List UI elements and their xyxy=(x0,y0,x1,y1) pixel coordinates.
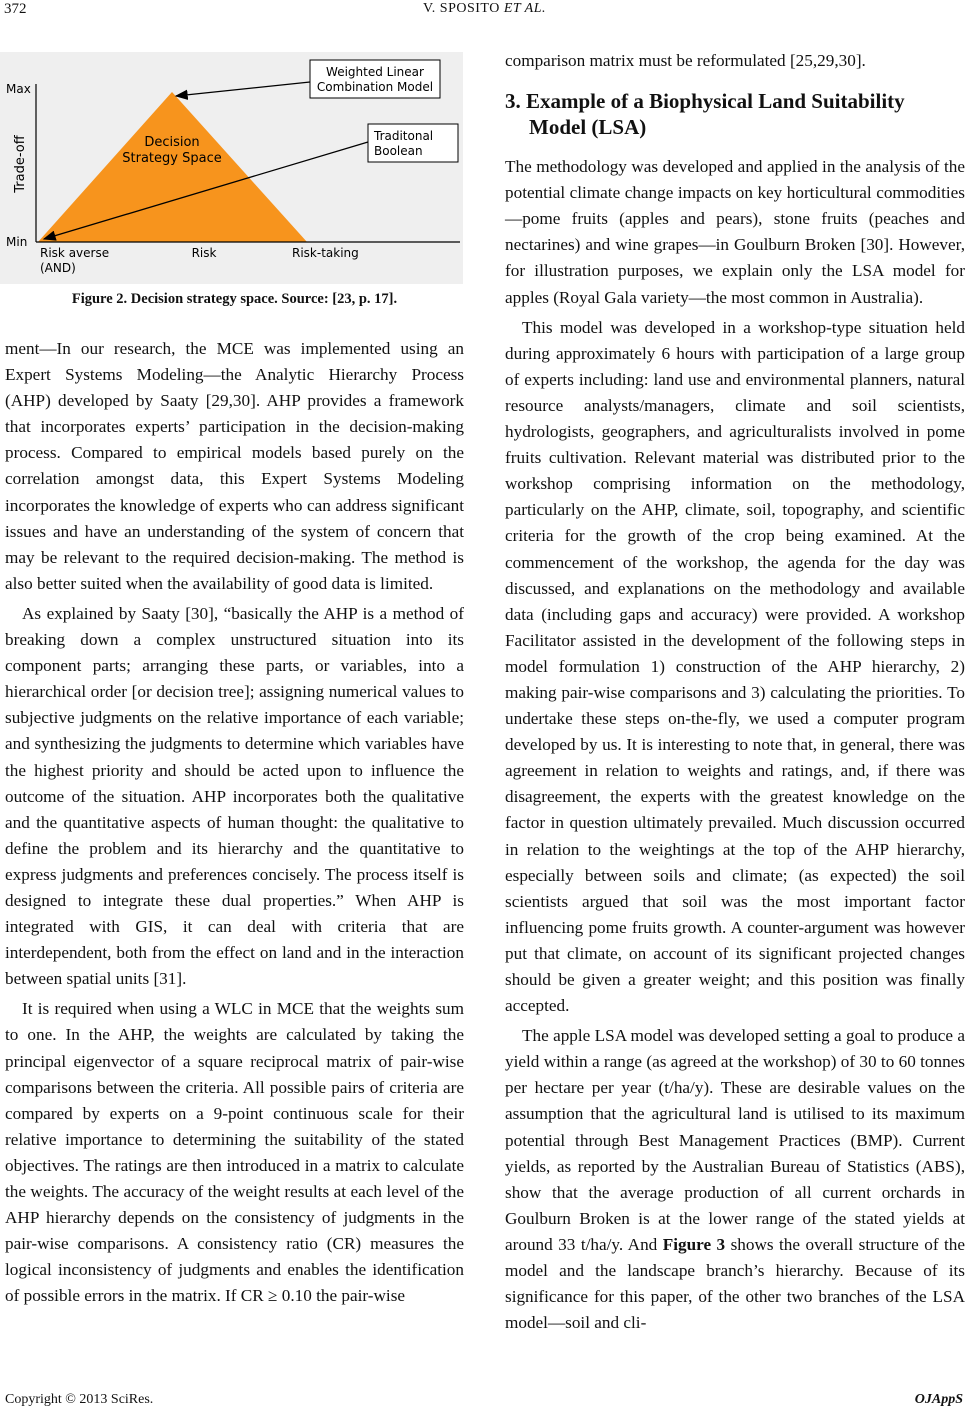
left-paragraph-2: As explained by Saaty [30], “basically the AHP is a method of breaking down a complex unstructured situation into its component parts; arranging these parts, or variables, into a hierarchical order [or decision tree]; assigning numerical values to subjective judgments on the relative importance of each variable; and synthesizing the judgments to determine which variables have the highest priority and should be acted upon to influence the outcome of the situation. AHP incorporates both the qualitative and the quantitative aspects of human thought: the qualitative to define the problem and its hierarchy and the quantitative to express judgments and preferences concisely. The process itself is designed to integrate these dual properties.” When AHP is integrated with GIS, it can deal with criteria that are interdependent, both from the effect on land and in the interaction between spatial units [31]. xyxy=(5,603,464,989)
y-min-label: Min xyxy=(6,235,28,249)
y-max-label: Max xyxy=(6,82,31,96)
wlc-label-line2: Combination Model xyxy=(316,80,434,94)
right-paragraph-3 xyxy=(505,1023,965,1336)
figure-caption: Figure 2. Decision strategy space. Source: [23, p. 17]. xyxy=(71,291,398,307)
running-title-et-al: ET AL. xyxy=(503,1,547,16)
triangle-label-line1: Decision xyxy=(144,135,200,150)
page-header xyxy=(0,0,969,40)
wlc-label-line1: Weighted Linear xyxy=(326,65,424,79)
right-column xyxy=(505,48,965,1336)
boolean-label-line2: Boolean xyxy=(374,144,423,158)
x-label-and: (AND) xyxy=(40,261,76,275)
boolean-label-line1: Traditonal xyxy=(374,129,434,143)
right-paragraph-3-text-a: The apple LSA model was developed setting a goal to produce a yield within a range (as agreed at the workshop) of 30 to 60 tonnes per hectare per year (t/ha/y). These are desirable values on the assumption that the agricultural land is utilised to its maximum potential through Best Management Practices (BMP). Current yields, as reported by the Australian Bureau of Statistics (ABS), show that the average production of all current orchards in Goulburn Broken is at the lower range of the stated yields at around 33 t/ha/y. And xyxy=(505,1026,965,1254)
section-heading xyxy=(505,88,965,140)
right-paragraph-2: This model was developed in a workshop-type situation held during approximately 6 hours with participation of a large group of experts including: land use and environmental planners, natural resource analysts/managers, climate and soil scientists, hydrologists, geographers, and agriculturalists involved in pome fruits cultivation. Relevant material was distributed prior to the workshop comprising information on the methodology, particularly on the AHP, climate, soil, topography, and scientific criteria for the growth of the crop being examined. At the commencement of the workshop, the agenda for the day was discussed, and explanations on the methodology and available data (including gaps and accuracy) were provided. A workshop Facilitator assisted in the development of the following steps in model formulation 1) construction of the AHP hierarchy, 2) making pair-wise comparisons and 3) calculating the priorities. To undertake these steps on-the-fly, we used a computer program developed by us. It is interesting to note that, in general, there was agreement in relation to weights and ratings, and, if there was disagreement, the experts with the greatest knowledge on the factor in question ultimately prevailed. Much discussion occurred in relation to the weightings at the top of the AHP hierarchy, especially between soils and climate; (as expected) the soil scientists argued that soil was the most important factor influencing pome fruits growth. A counter-argument was however put that climate, on account of its significant projected changes should be given a greater weight; and this position was finally accepted. xyxy=(505,317,965,1016)
x-label-risk: Risk xyxy=(191,246,217,260)
section-heading-line1: 3. Example of a Biophysical Land Suitability xyxy=(505,89,905,114)
triangle-label-line2: Strategy Space xyxy=(122,151,222,166)
running-title xyxy=(0,1,969,17)
x-label-risk-averse: Risk averse xyxy=(40,246,110,260)
page-number: 372 xyxy=(4,1,27,17)
right-paragraph-0: comparison matrix must be reformulated [25,29,30]. xyxy=(505,51,866,70)
decision-strategy-diagram xyxy=(0,52,463,284)
figure-2 xyxy=(0,52,463,284)
running-title-authors: V. SPOSITO xyxy=(422,1,500,16)
footer-copyright: Copyright © 2013 SciRes. xyxy=(5,1392,154,1407)
left-paragraph-3: It is required when using a WLC in MCE that the weights sum to one. In the AHP, the weights are calculated by taking the principal eigenvector of a square reciprocal matrix of pair-wise comparisons between the criteria. All possible pairs of criteria are compared by experts on a 9-point continuous scale for their relative importance to determining the suitability of the stated objectives. The ratings are then introduced in a matrix to calculate the weights. The accuracy of the weight results at each level of the AHP hierarchy depends on the consistency of judgments in the pair-wise comparisons. A consistency ratio (CR) measures the logical inconsistency of judgments and enables the identification of possible errors in the matrix. If CR ≥ 0.10 the pair-wise xyxy=(5,999,464,1306)
left-paragraph-1: ment—In our research, the MCE was implemented using an Expert Systems Modeling—the Analytic Hierarchy Process (AHP) developed by Saaty [29,30]. AHP provides a framework that incorporates experts’ participation in the decision-making process. Compared to empirical models based purely on the correlation amongst data, this Expert Systems Modeling incorporates the knowledge of experts who can address significant issues and have an understanding of the system of concern that may be relevant to the required decision-making. The method is also better suited when the availability of good data is limited. xyxy=(5,339,464,593)
left-column xyxy=(5,336,464,1309)
footer-journal: OJAppS xyxy=(914,1392,963,1407)
y-axis-title: Trade-off xyxy=(13,135,28,193)
right-paragraph-1: The methodology was developed and applied in the analysis of the potential climate change impacts on key horticultural commodities—pome fruits (apples and pears), stone fruits (peaches and nectarines) and wine grapes—in Goulburn Broken [30]. However, for illustration purposes, we explain only the LSA model for apples (Royal Gala variety—the most common in Australia). xyxy=(505,157,965,307)
figure-3-reference[interactable]: Figure 3 xyxy=(662,1234,726,1254)
section-heading-line2: Model (LSA) xyxy=(529,115,647,140)
x-label-risk-taking: Risk-taking xyxy=(292,246,359,260)
right-paragraph-3-text-b: shows the overall structure of the model and the landscape branch’s hierarchy. Because of its significance for this paper, of the other two branches of the LSA model—soil and cli- xyxy=(505,1234,966,1333)
